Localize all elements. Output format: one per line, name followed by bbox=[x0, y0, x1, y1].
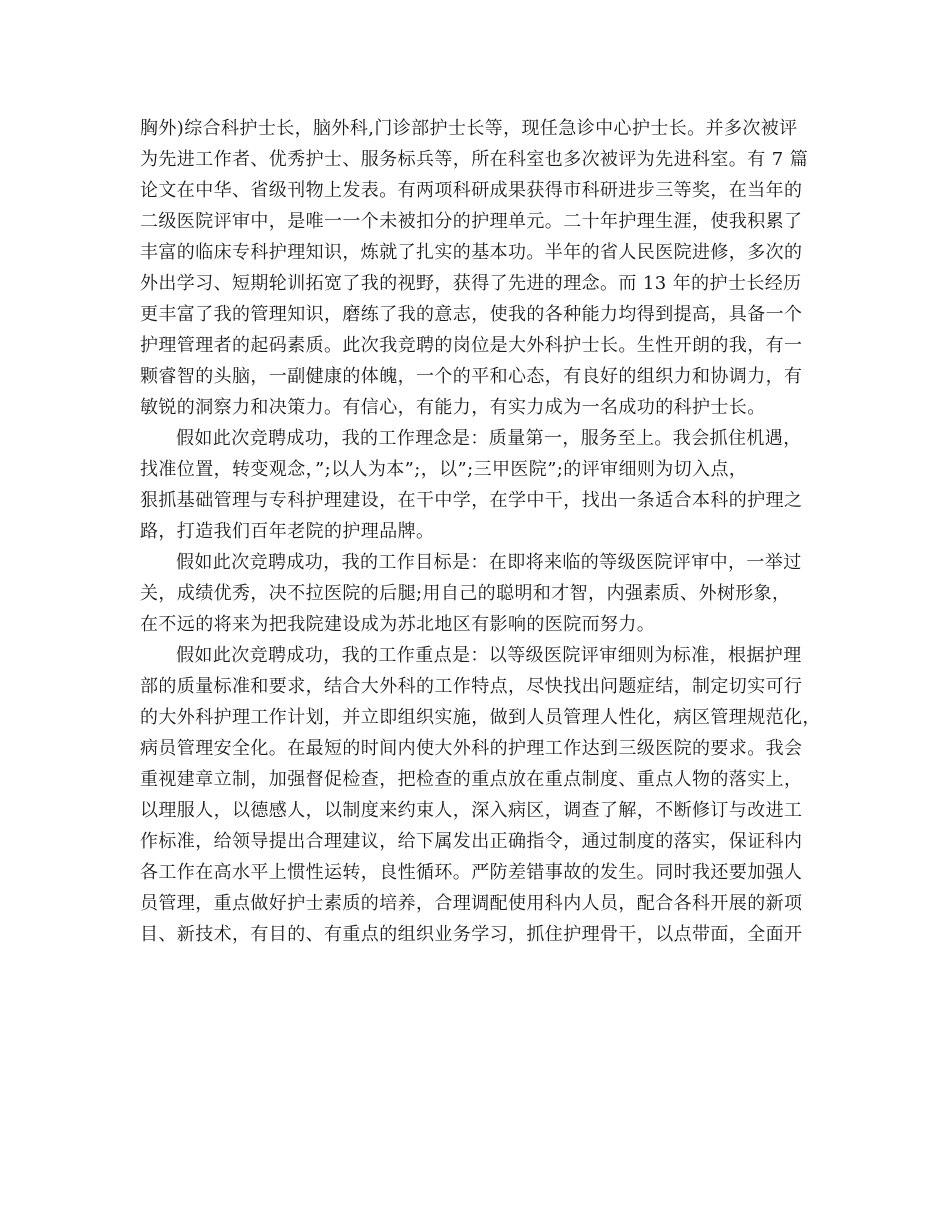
text-line: 各工作在高水平上惯性运转，良性循环。严防差错事故的发生。同时我还要加强人 bbox=[140, 862, 803, 883]
text-line: 狠抓基础管理与专科护理建设，在干中学，在学中干，找出一条适合本科的护理之 bbox=[140, 490, 803, 511]
text-line: 论文在中华、省级刊物上发表。有两项科研成果获得市科研进步三等奖，在当年的 bbox=[140, 180, 803, 201]
text-line: 丰富的临床专科护理知识，炼就了扎实的基本功。半年的省人民医院进修，多次的 bbox=[140, 242, 803, 263]
text-line: 路，打造我们百年老院的护理品牌。 bbox=[140, 521, 435, 542]
paragraph-first-line: 假如此次竞聘成功，我的工作理念是：质量第一，服务至上。我会抓住机遇， bbox=[176, 428, 802, 449]
text-line: 的大外科护理工作计划，并立即组织实施，做到人员管理人性化，病区管理规范化， bbox=[140, 707, 821, 728]
text-line: 护理管理者的起码素质。此次我竞聘的岗位是大外科护士长。生性开朗的我，有一 bbox=[140, 335, 803, 356]
document-body bbox=[140, 113, 820, 950]
text-line: 找准位置，转变观念，”;以人为本”;，以”;三甲医院”;的评审细则为切入点， bbox=[140, 459, 748, 480]
paragraph-first-line: 假如此次竞聘成功，我的工作目标是：在即将来临的等级医院评审中，一举过 bbox=[176, 552, 802, 573]
text-line: 作标准，给领导提出合理建议，给下属发出正确指令，通过制度的落实，保证科内 bbox=[140, 831, 803, 852]
text-line: 外出学习、短期轮训拓宽了我的视野，获得了先进的理念。而 13 年的护士长经历 bbox=[140, 273, 802, 294]
text-line: 员管理，重点做好护士素质的培养，合理调配使用科内人员，配合各科开展的新项 bbox=[140, 893, 803, 914]
paragraph-first-line: 假如此次竞聘成功，我的工作重点是：以等级医院评审细则为标准，根据护理 bbox=[176, 645, 802, 666]
text-line: 为先进工作者、优秀护士、服务标兵等，所在科室也多次被评为先进科室。有 7 篇 bbox=[140, 149, 809, 170]
text-line: 颗睿智的头脑，一副健康的体魄，一个的平和心态，有良好的组织力和协调力，有 bbox=[140, 366, 803, 387]
text-line: 关，成绩优秀，决不拉医院的后腿;用自己的聪明和才智，内强素质、外树形象， bbox=[140, 583, 791, 604]
text-line: 病员管理安全化。在最短的时间内使大外科的护理工作达到三级医院的要求。我会 bbox=[140, 738, 803, 759]
text-line: 敏锐的洞察力和决策力。有信心，有能力，有实力成为一名成功的科护士长。 bbox=[140, 397, 766, 418]
text-line: 重视建章立制，加强督促检查，把检查的重点放在重点制度、重点人物的落实上， bbox=[140, 769, 803, 790]
text-line: 更丰富了我的管理知识，磨练了我的意志，使我的各种能力均得到提高，具备一个 bbox=[140, 304, 803, 325]
text-line: 二级医院评审中，是唯一一个未被扣分的护理单元。二十年护理生涯，使我积累了 bbox=[140, 211, 803, 232]
text-line: 以理服人，以德感人，以制度来约束人，深入病区，调查了解，不断修订与改进工 bbox=[140, 800, 803, 821]
text-line: 目、新技术，有目的、有重点的组织业务学习，抓住护理骨干，以点带面，全面开 bbox=[140, 924, 803, 945]
text-line: 胸外)综合科护士长，脑外科,门诊部护士长等，现任急诊中心护士长。并多次被评 bbox=[140, 118, 798, 139]
text-line: 部的质量标准和要求，结合大外科的工作特点，尽快找出问题症结，制定切实可行 bbox=[140, 676, 803, 697]
text-line: 在不远的将来为把我院建设成为苏北地区有影响的医院而努力。 bbox=[140, 614, 656, 635]
